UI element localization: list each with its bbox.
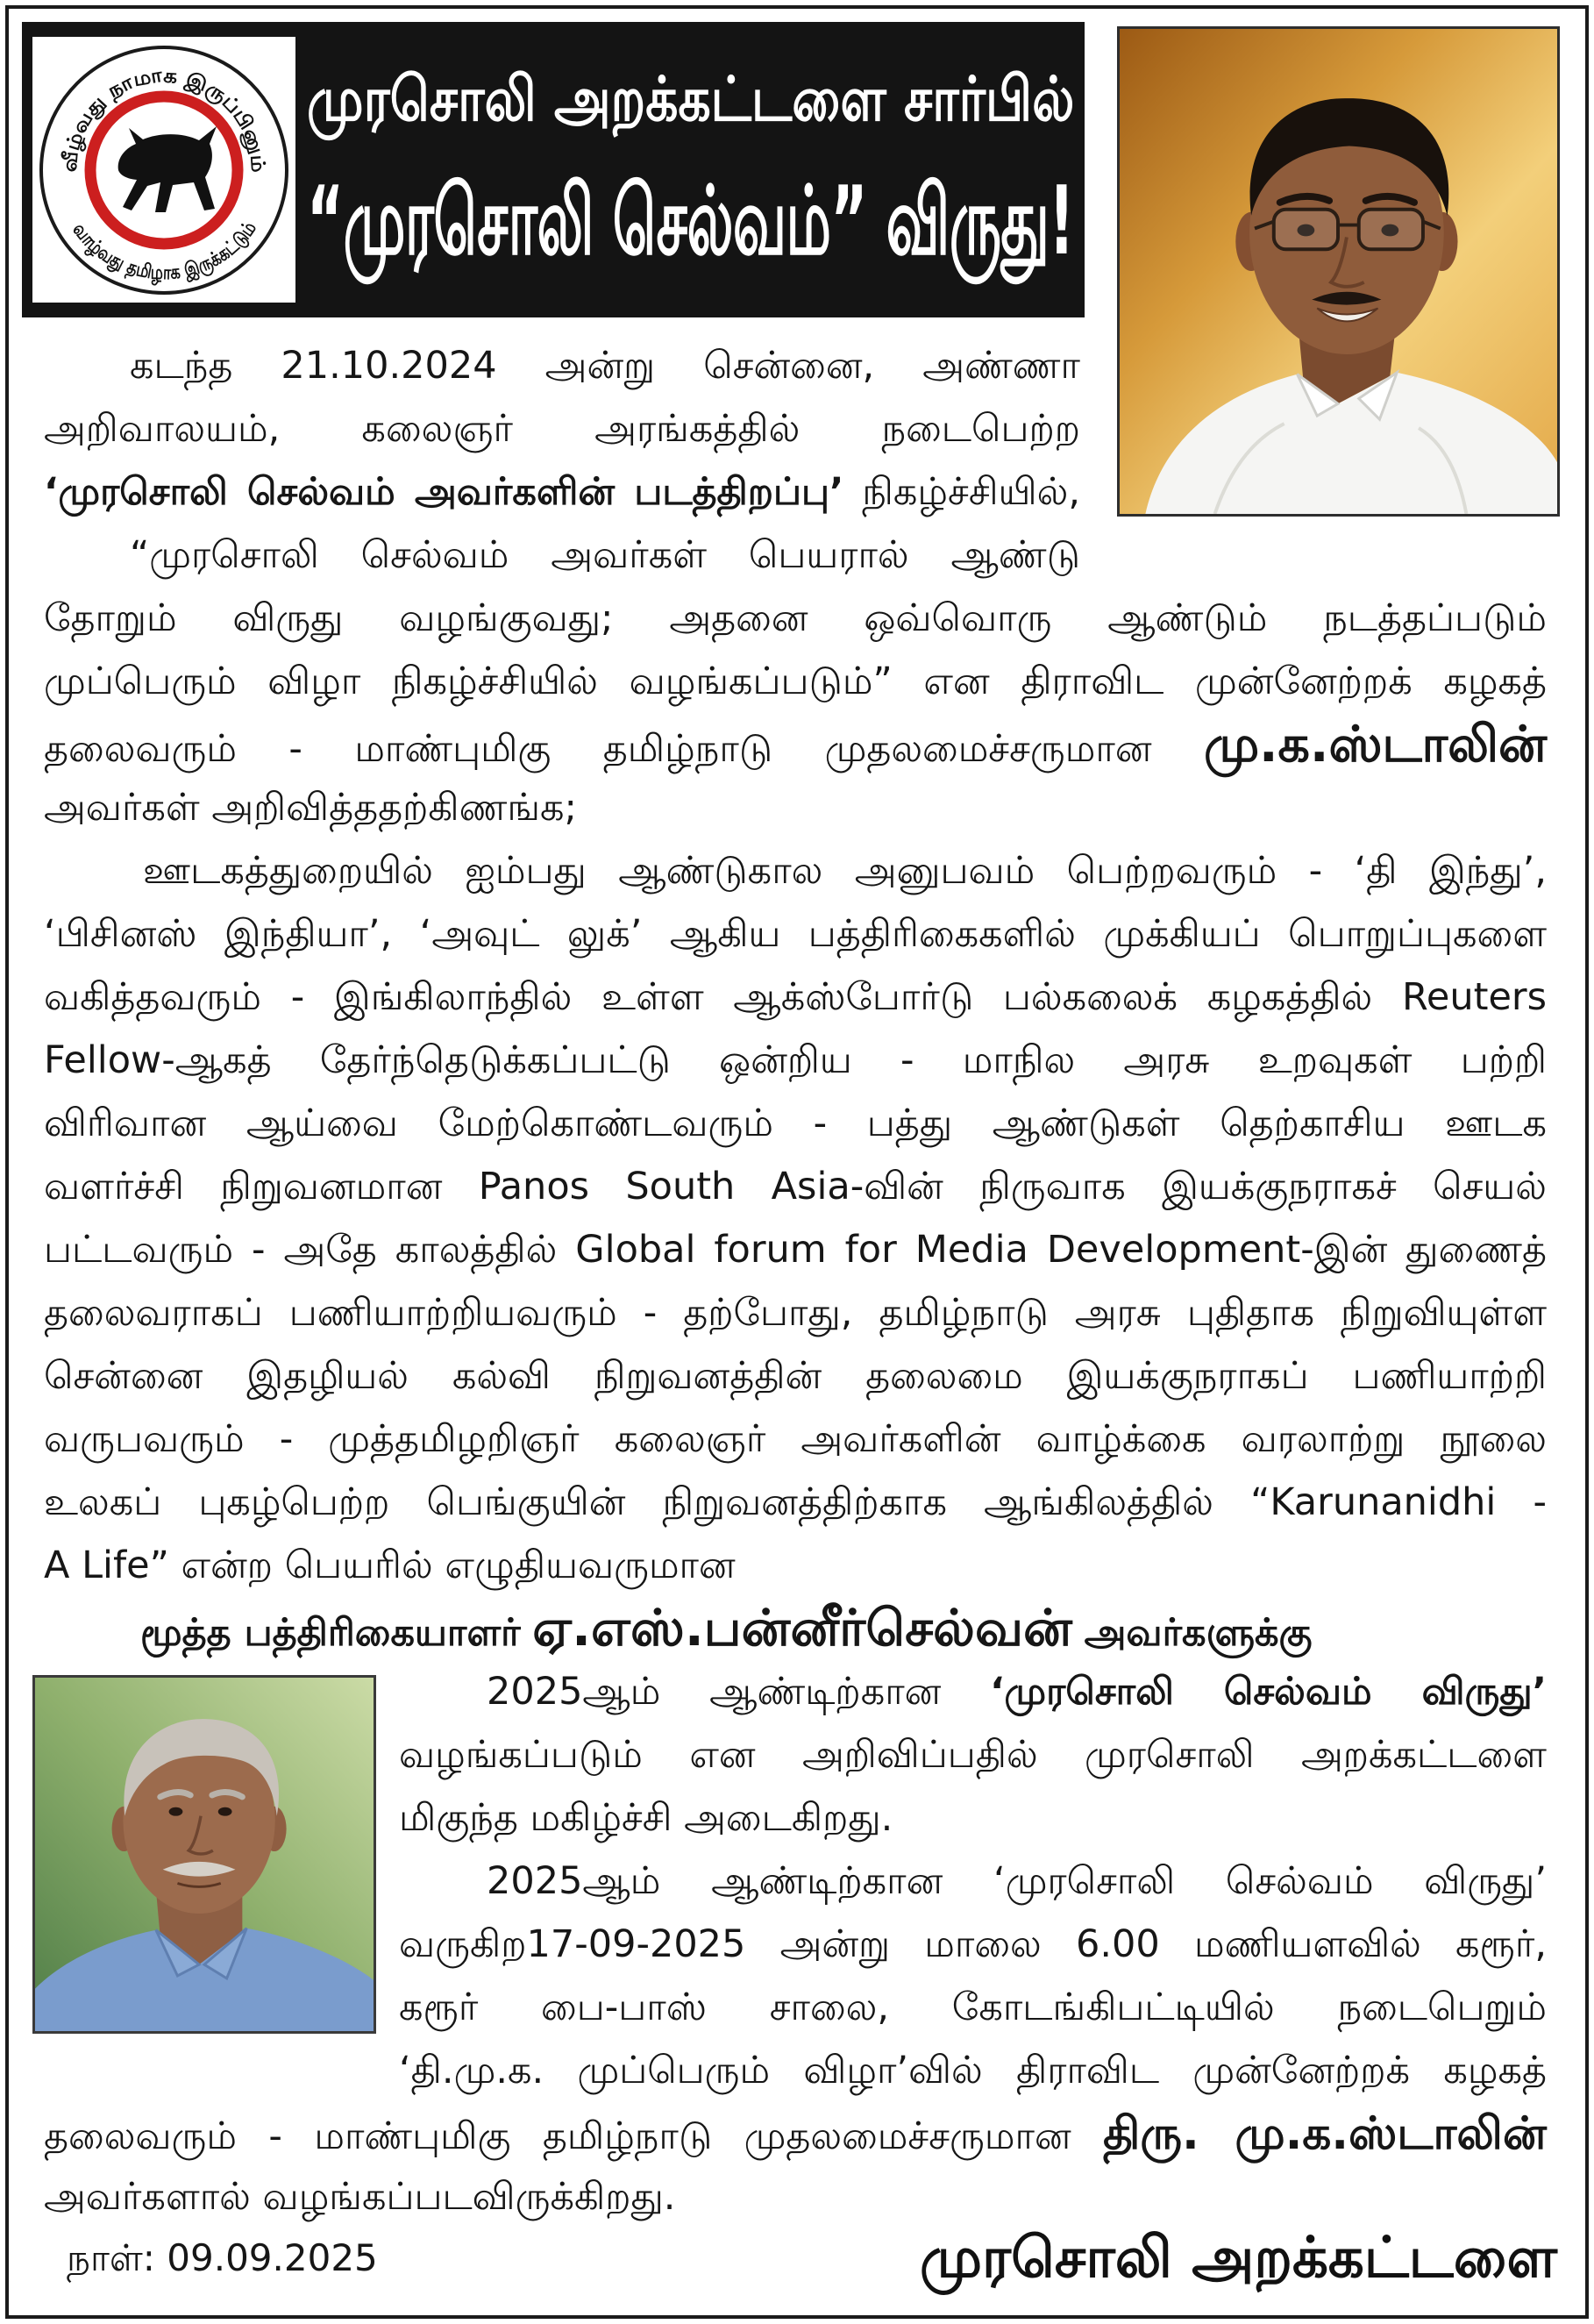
announcement-line: ‘தி.மு.க. முப்பெரும் விழா’வில் திராவிட முன்னேற்றக் கழகத் xyxy=(399,2049,1547,2092)
announcement-line: தோறும் விருது வழங்குவது; அதனை ஒவ்வொரு ஆண்டும் நடத்தப்படும் xyxy=(44,596,1547,640)
announcement-line: விரிவான ஆய்வை மேற்கொண்டவரும் - பத்து ஆண்டுகள் தெற்காசிய ஊடக xyxy=(44,1101,1547,1145)
announcement-line: தலைவராகப் பணியாற்றியவரும் - தற்போது, தமிழ்நாடு அரசு புதிதாக நிறுவியுள்ள xyxy=(44,1291,1547,1335)
signature-trust-name: முரசொலி அறக்கட்டளை xyxy=(919,2226,1557,2291)
announcement-line: கடந்த 21.10.2024 அன்று சென்னை, அண்ணா xyxy=(130,344,1080,388)
announcement-line: அவர்கள் அறிவித்ததற்கிணங்க; xyxy=(44,786,577,830)
announcement-line: வருகிற17-09-2025 அன்று மாலை 6.00 மணியளவில் கரூர், xyxy=(399,1922,1547,1966)
announcement-line: ‘முரசொலி செல்வம் அவர்களின் படத்திறப்பு’ நிகழ்ச்சியில், xyxy=(44,470,1080,514)
announcement-date: நாள்: 09.09.2025 xyxy=(67,2236,378,2279)
banner-title-line2: “முரசொலி செல்வம்” விருது! xyxy=(307,167,1074,276)
announcement-line: மிகுந்த மகிழ்ச்சி அடைகிறது. xyxy=(399,1796,893,1840)
portrait-photo-awardee xyxy=(32,1675,376,2034)
announcement-line: “முரசொலி செல்வம் அவர்கள் பெயரால் ஆண்டு xyxy=(130,533,1080,577)
header-banner xyxy=(22,22,1085,317)
announcement-line: சென்னை இதழியல் கல்வி நிறுவனத்தின் தலைமை இயக்குநராகப் பணியாற்றி xyxy=(44,1354,1547,1398)
announcement-line: அறிவாலயம், கலைஞர் அரங்கத்தில் நடைபெற்ற xyxy=(44,407,1080,451)
announcement-line: வளர்ச்சி நிறுவனமான Panos South Asia-வின் நிருவாக இயக்குநராகச் செயல் xyxy=(44,1165,1547,1208)
announcement-line: பட்டவரும் - அதே காலத்தில் Global forum for Media Development-இன் துணைத் xyxy=(44,1228,1547,1272)
announcement-line: உலகப் புகழ்பெற்ற பெங்குயின் நிறுவனத்திற்காக ஆங்கிலத்தில் “Karunanidhi - xyxy=(44,1480,1547,1524)
banner-title-line1: முரசொலி அறக்கட்டளை சார்பில் xyxy=(307,63,1075,135)
announcement-line: வருபவரும் - முத்தமிழறிஞர் கலைஞர் அவர்களின் வாழ்க்கை வரலாற்று நூலை xyxy=(44,1417,1547,1461)
event-name-bold: ‘முரசொலி செல்வம் அவர்களின் படத்திறப்பு’ xyxy=(44,470,844,514)
award-name-bold: ‘முரசொலி செல்வம் விருது’ xyxy=(990,1670,1547,1714)
chief-minister-name: மு.க.ஸ்டாலின் xyxy=(1203,716,1547,773)
announcement-line: 2025ஆம் ஆண்டிற்கான ‘முரசொலி செல்வம் விருது’ xyxy=(487,1859,1547,1903)
chief-minister-name: திரு. மு.க.ஸ்டாலின் xyxy=(1103,2107,1547,2160)
announcement-line: ஊடகத்துறையில் ஐம்பது ஆண்டுகால அனுபவம் பெற்றவரும் - ‘தி இந்து’, xyxy=(143,849,1547,893)
announcement-line: கரூர் பை-பாஸ் சாலை, கோடங்கிபட்டியில் நடைபெறும் xyxy=(399,1985,1547,2029)
announcement-line: Fellow-ஆகத் தேர்ந்தெடுக்கப்பட்டு ஒன்றிய - மாநில அரசு உறவுகள் பற்றி xyxy=(44,1038,1547,1082)
announcement-line: தலைவரும் - மாண்புமிகு தமிழ்நாடு முதலமைச்சருமான மு.க.ஸ்டாலின் xyxy=(44,716,1547,773)
announcement-line: A Life” என்ற பெயரில் எழுதியவருமான xyxy=(44,1543,736,1587)
announcement-line: முப்பெரும் விழா நிகழ்ச்சியில் வழங்கப்படும்” என திராவிட முன்னேற்றக் கழகத் xyxy=(44,659,1547,703)
announcement-line: ‘பிசினஸ் இந்தியா’, ‘அவுட் லுக்’ ஆகிய பத்திரிகைகளில் முக்கியப் பொறுப்புகளை xyxy=(44,912,1547,956)
awardee-line: மூத்த பத்திரிகையாளர் ஏ.எஸ்.பன்னீர்செல்வன் அவர்களுக்கு xyxy=(140,1599,1313,1657)
announcement-line: வழங்கப்படும் என அறிவிப்பதில் முரசொலி அறக்கட்டளை xyxy=(399,1733,1547,1777)
trust-logo xyxy=(32,37,295,303)
announcement-line: வகித்தவரும் - இங்கிலாந்தில் உள்ள ஆக்ஸ்போர்டு பல்கலைக் கழகத்தில் Reuters xyxy=(44,975,1547,1019)
logo-top-motto: வீழ்வது நாமாக இருப்பினும் xyxy=(59,65,269,174)
awardee-name: ஏ.எஸ்.பன்னீர்செல்வன் xyxy=(532,1599,1072,1657)
logo-bottom-motto: வாழ்வது தமிழாக இருக்கட்டும் xyxy=(68,215,263,285)
bull-emblem-icon xyxy=(32,37,295,303)
announcement-line: தலைவரும் - மாண்புமிகு தமிழ்நாடு முதலமைச்சருமான திரு. மு.க.ஸ்டாலின் xyxy=(44,2107,1547,2160)
announcement-line: 2025ஆம் ஆண்டிற்கான ‘முரசொலி செல்வம் விருது’ xyxy=(487,1670,1547,1714)
announcement-line: அவர்களால் வழங்கப்படவிருக்கிறது. xyxy=(44,2175,676,2219)
